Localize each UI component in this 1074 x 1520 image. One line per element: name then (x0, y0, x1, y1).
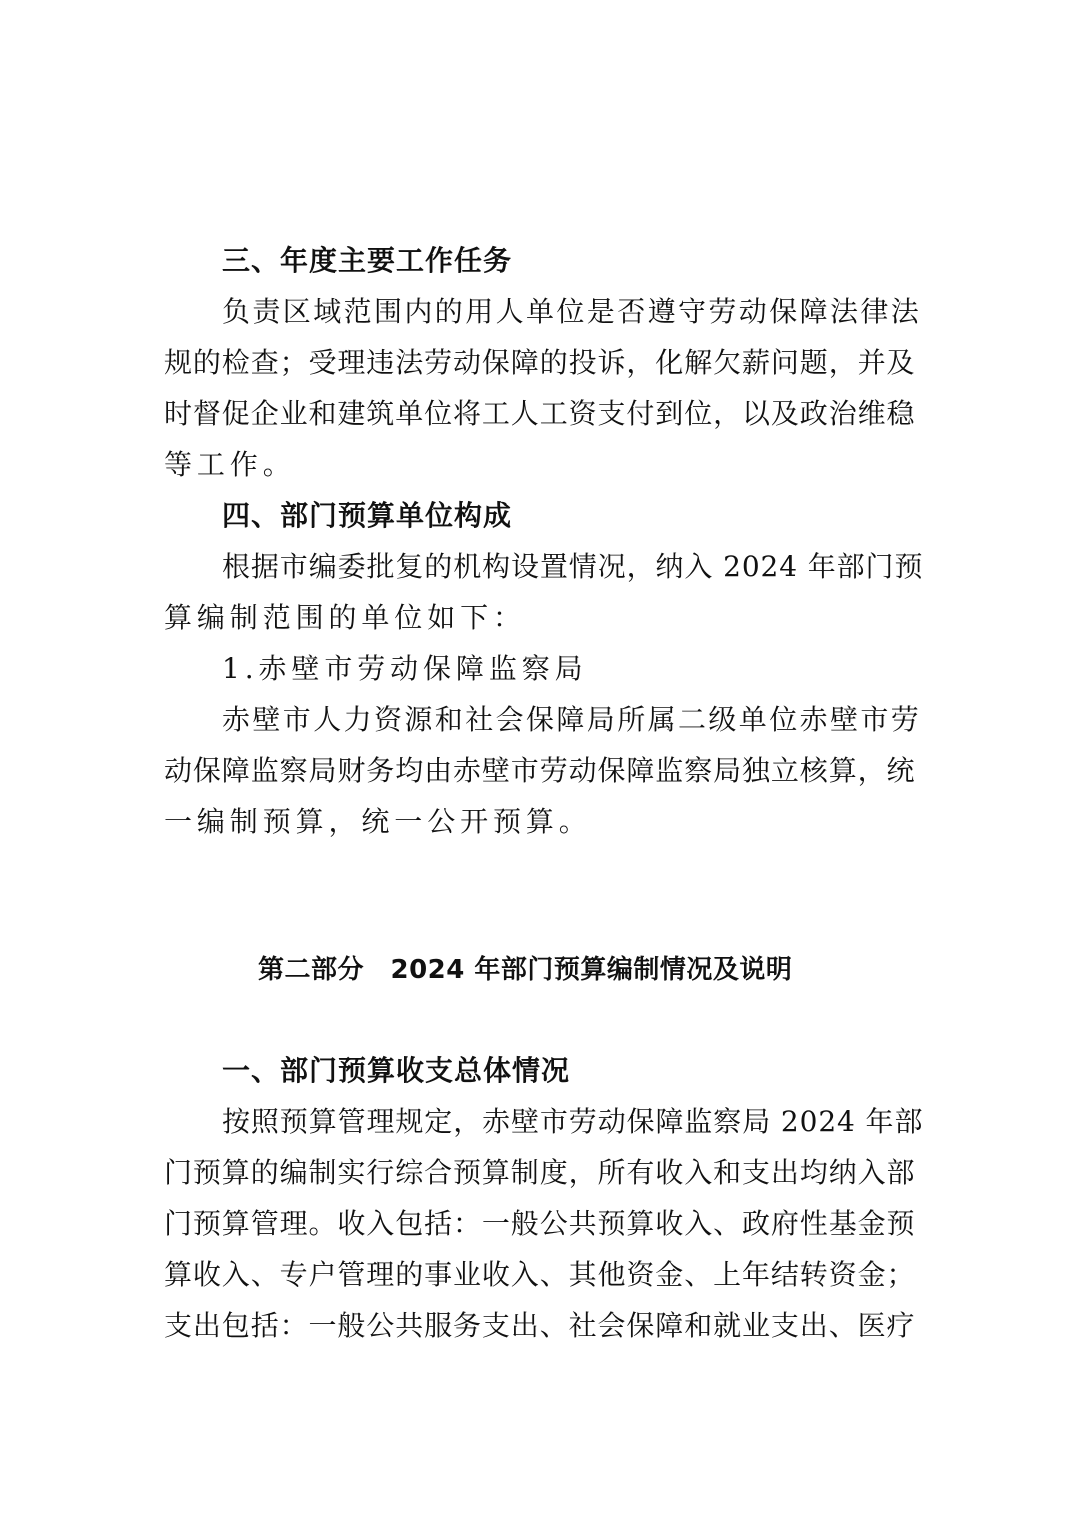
paragraph-line: 按照预算管理规定，赤壁市劳动保障监察局 2024 年部 (222, 1105, 924, 1138)
paragraph-line: 根据市编委批复的机构设置情况，纳入 2024 年部门预 (222, 550, 924, 583)
paragraph-line: 规的检查；受理违法劳动保障的投诉，化解欠薪问题，并及 (164, 346, 916, 379)
unit-list-item: 1.赤壁市劳动保障监察局 (222, 652, 588, 685)
section-heading-work-tasks: 三、年度主要工作任务 (222, 244, 513, 277)
paragraph-line: 等工作。 (164, 448, 296, 481)
paragraph-line: 动保障监察局财务均由赤壁市劳动保障监察局独立核算，统 (164, 754, 916, 787)
part-title: 第二部分 2024 年部门预算编制情况及说明 (258, 955, 793, 985)
paragraph-line: 支出包括：一般公共服务支出、社会保障和就业支出、医疗 (164, 1309, 916, 1342)
section-heading-budget-overview: 一、部门预算收支总体情况 (222, 1054, 571, 1087)
paragraph-line: 时督促企业和建筑单位将工人工资支付到位，以及政治维稳 (164, 397, 916, 430)
section-heading-budget-units: 四、部门预算单位构成 (222, 499, 513, 532)
paragraph-line: 门预算管理。收入包括：一般公共预算收入、政府性基金预 (164, 1207, 916, 1240)
paragraph-line: 一编制预算，统一公开预算。 (164, 805, 592, 838)
paragraph-line: 算收入、专户管理的事业收入、其他资金、上年结转资金； (164, 1258, 916, 1291)
paragraph-line: 赤壁市人力资源和社会保障局所属二级单位赤壁市劳 (222, 703, 922, 736)
paragraph-line: 算编制范围的单位如下： (164, 601, 526, 634)
paragraph-line: 门预算的编制实行综合预算制度，所有收入和支出均纳入部 (164, 1156, 916, 1189)
paragraph-line: 负责区域范围内的用人单位是否遵守劳动保障法律法 (222, 295, 922, 328)
